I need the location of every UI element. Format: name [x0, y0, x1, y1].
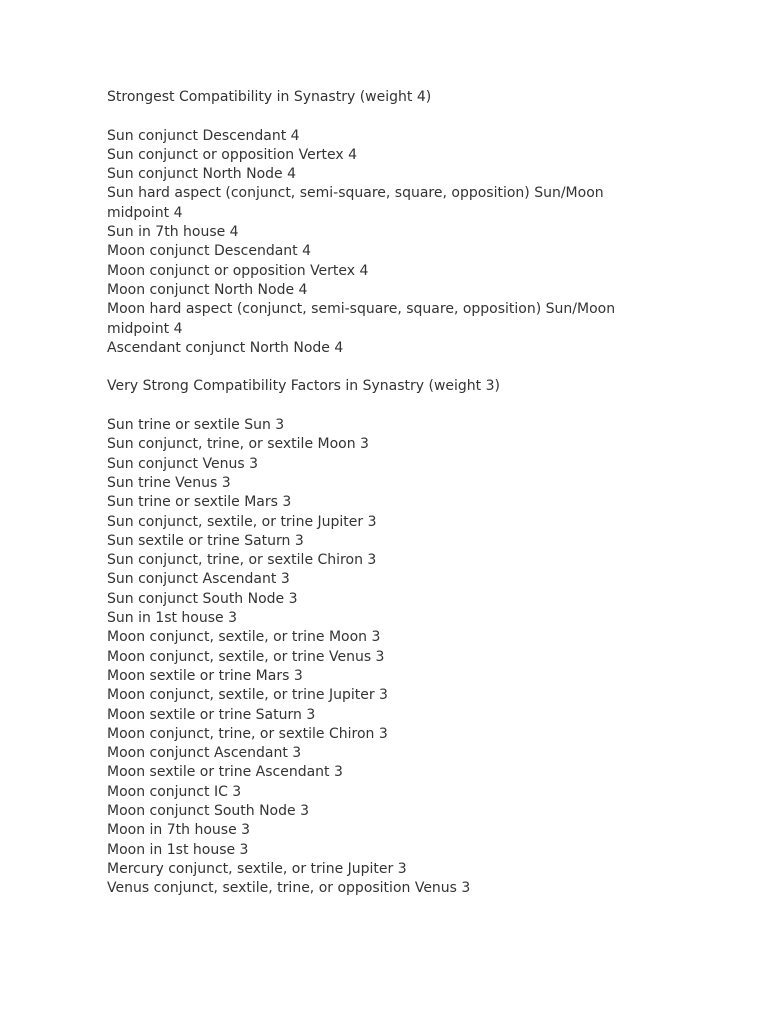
spacer — [107, 107, 667, 126]
list-item: Moon sextile or trine Saturn 3 — [107, 706, 316, 723]
list-item: Moon conjunct, trine, or sextile Chiron 3 — [107, 725, 388, 742]
section-heading-weight-3: Very Strong Compatibility Factors in Synastry (weight 3) — [107, 378, 500, 395]
list-item: Moon conjunct or opposition Vertex 4 — [107, 262, 369, 279]
list-item: Sun trine or sextile Mars 3 — [107, 494, 292, 511]
list-item: Ascendant conjunct North Node 4 — [107, 339, 344, 356]
list-item: Moon conjunct, sextile, or trine Venus 3 — [107, 648, 385, 665]
list-item: Moon conjunct IC 3 — [107, 783, 242, 800]
list-item: Sun conjunct South Node 3 — [107, 590, 298, 607]
list-item: Sun conjunct, trine, or sextile Moon 3 — [107, 436, 369, 453]
list-item: Moon conjunct, sextile, or trine Moon 3 — [107, 629, 381, 646]
list-item: Sun conjunct Venus 3 — [107, 455, 258, 472]
section-list-weight-3 — [107, 416, 667, 898]
list-item: Sun hard aspect (conjunct, semi-square, square, opposition) Sun/Moon midpoint 4 — [107, 185, 604, 221]
list-item: Moon conjunct, sextile, or trine Jupiter 3 — [107, 687, 388, 704]
list-item: Sun in 7th house 4 — [107, 224, 239, 241]
list-item: Moon conjunct Descendant 4 — [107, 243, 311, 260]
list-item: Sun conjunct Descendant 4 — [107, 127, 300, 144]
list-item: Moon hard aspect (conjunct, semi-square, square, opposition) Sun/Moon midpoint 4 — [107, 301, 616, 337]
list-item: Sun conjunct or opposition Vertex 4 — [107, 146, 357, 163]
list-item: Venus conjunct, sextile, trine, or opposition Venus 3 — [107, 880, 471, 897]
list-item: Moon conjunct Ascendant 3 — [107, 745, 302, 762]
list-item: Sun conjunct Ascendant 3 — [107, 571, 290, 588]
list-item: Sun conjunct, trine, or sextile Chiron 3 — [107, 552, 377, 569]
list-item: Moon sextile or trine Mars 3 — [107, 667, 303, 684]
list-item: Moon in 1st house 3 — [107, 841, 249, 858]
list-item: Moon sextile or trine Ascendant 3 — [107, 764, 343, 781]
spacer — [107, 358, 667, 377]
list-item: Sun in 1st house 3 — [107, 610, 238, 627]
list-item: Moon conjunct South Node 3 — [107, 802, 309, 819]
list-item: Mercury conjunct, sextile, or trine Jupiter 3 — [107, 860, 407, 877]
list-item: Sun trine Venus 3 — [107, 474, 231, 491]
section-heading-weight-4: Strongest Compatibility in Synastry (weight 4) — [107, 89, 432, 105]
list-item: Sun conjunct, sextile, or trine Jupiter 3 — [107, 513, 377, 530]
spacer — [107, 397, 667, 416]
list-item: Sun trine or sextile Sun 3 — [107, 417, 285, 434]
section-list-weight-4 — [107, 127, 667, 359]
document-page — [107, 88, 667, 898]
list-item: Sun conjunct North Node 4 — [107, 166, 296, 183]
list-item: Moon in 7th house 3 — [107, 822, 251, 839]
list-item: Moon conjunct North Node 4 — [107, 281, 308, 298]
list-item: Sun sextile or trine Saturn 3 — [107, 532, 304, 549]
